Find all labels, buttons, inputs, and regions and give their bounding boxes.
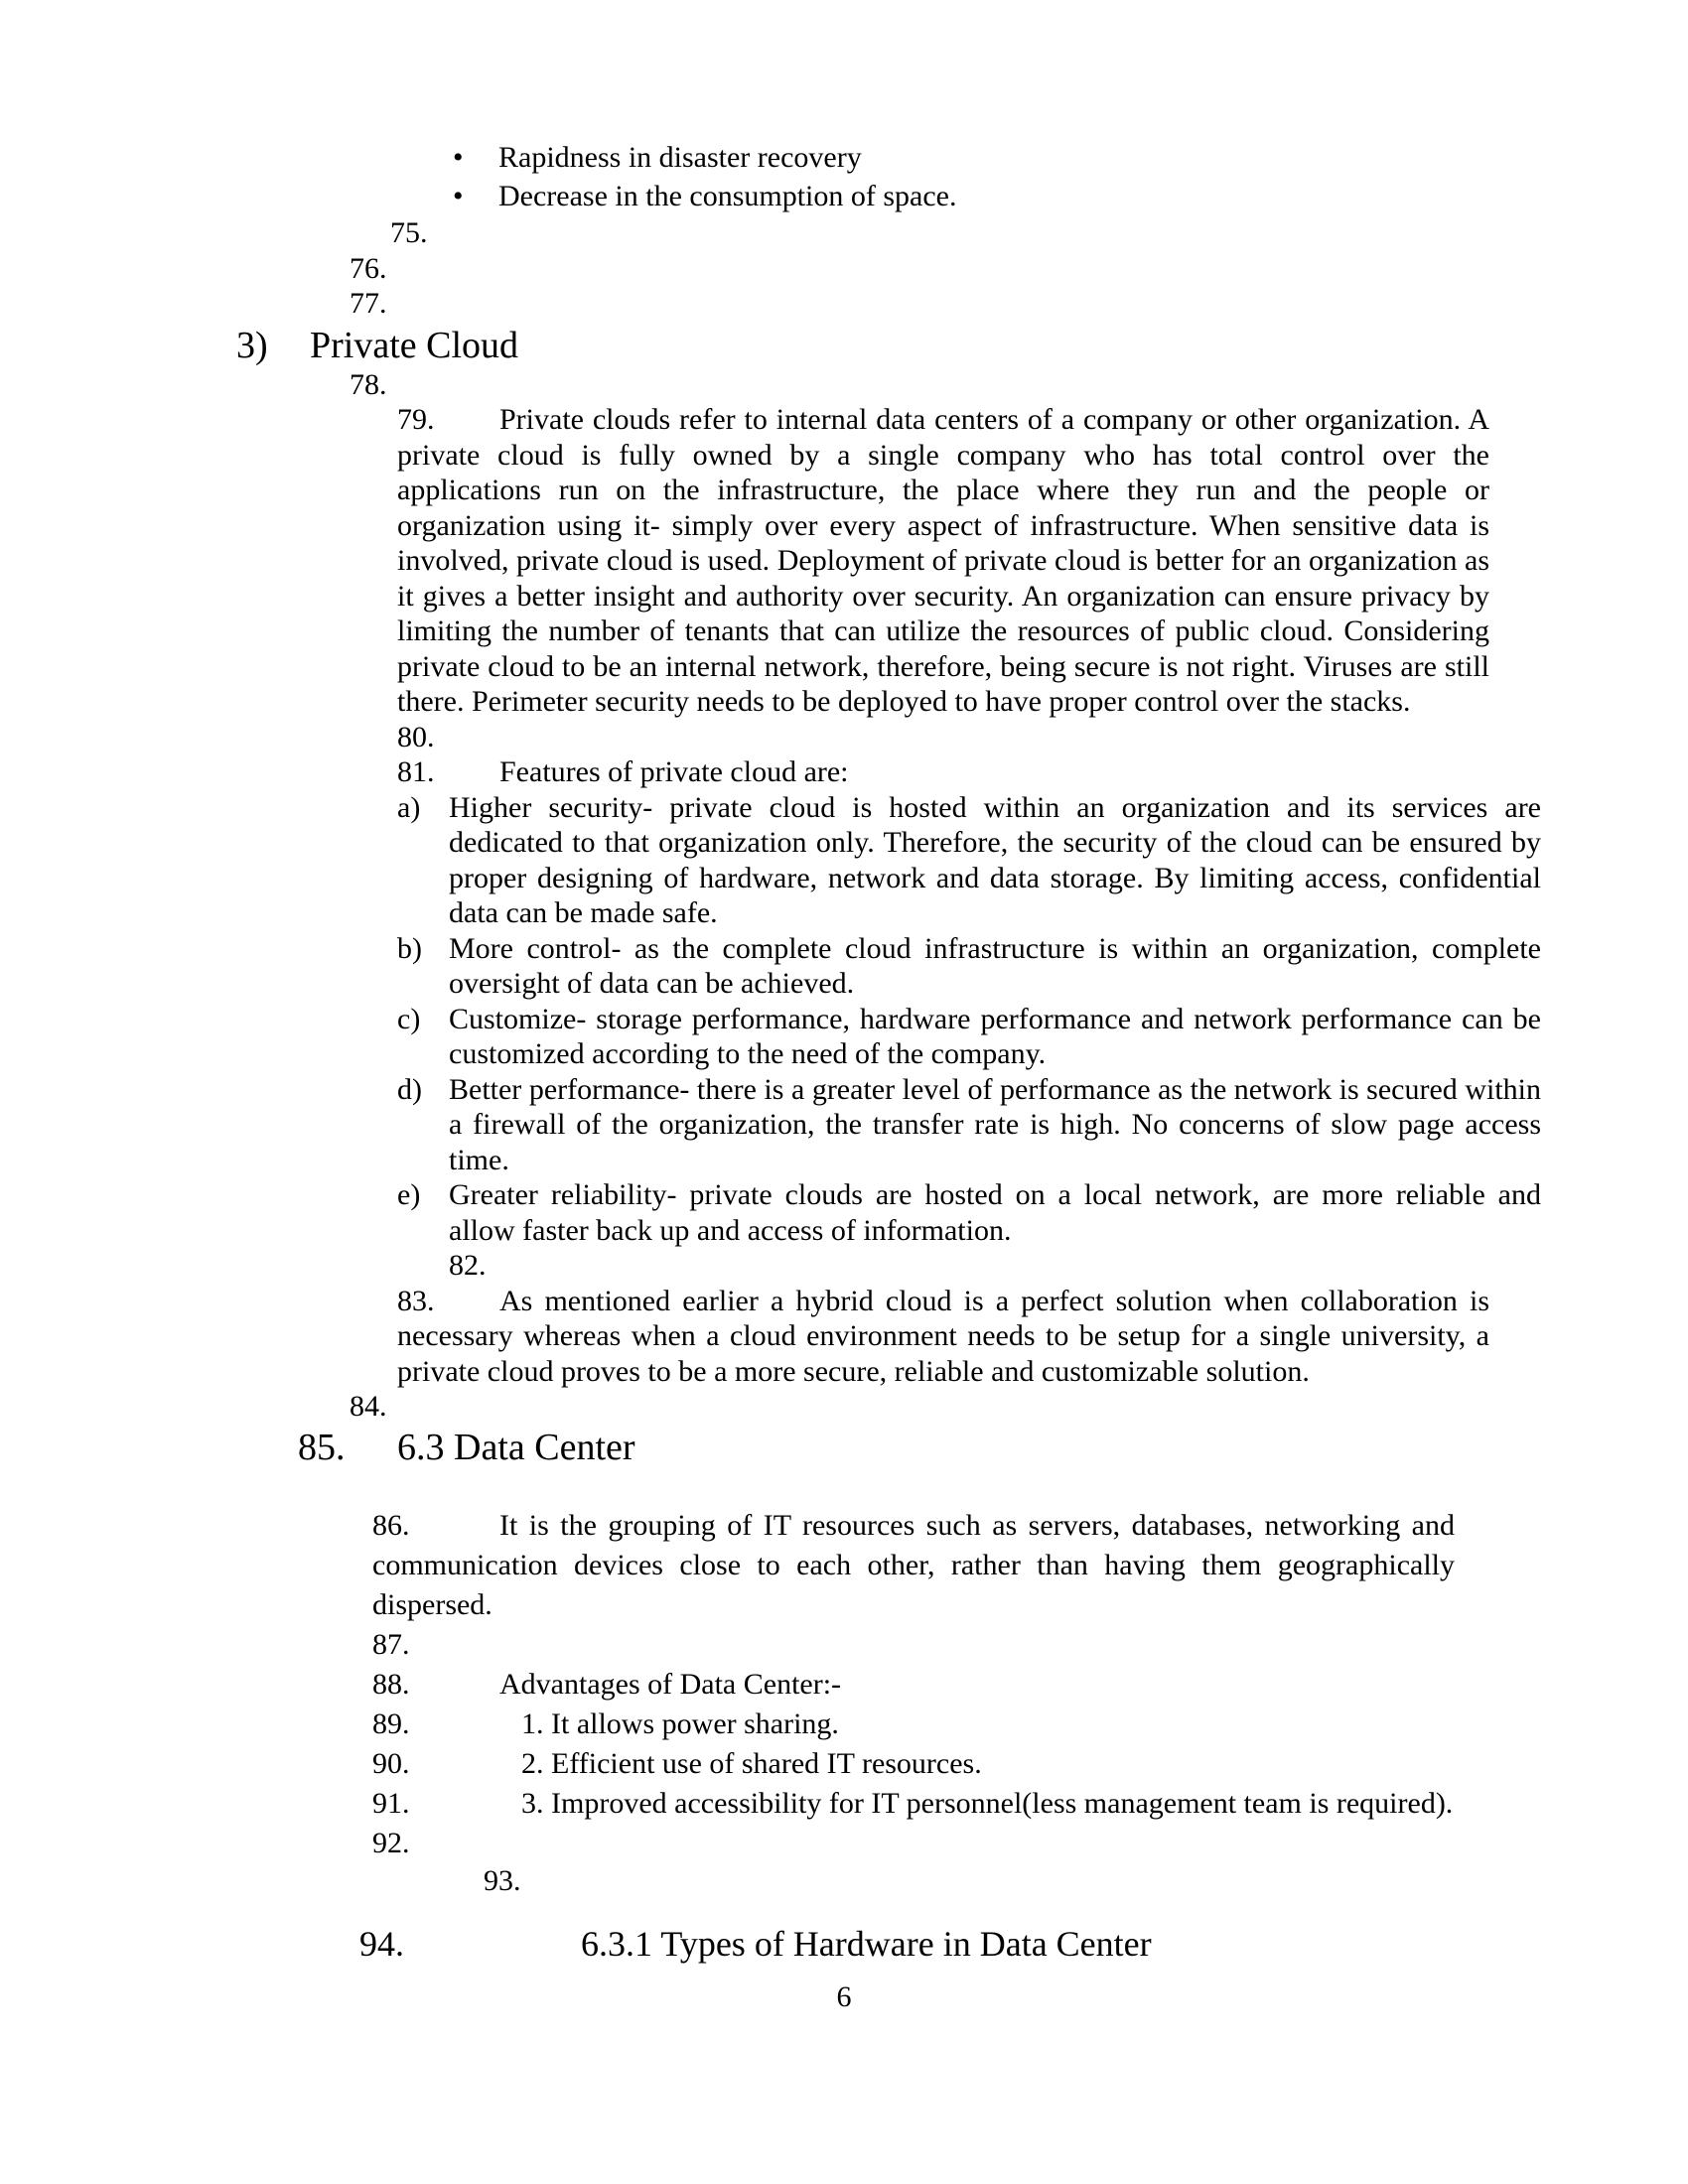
list-marker: a) <box>397 790 421 824</box>
list-number: 91. <box>372 1786 410 1820</box>
list-number: 79. <box>397 403 435 436</box>
empty-list-number-78: 78. <box>350 367 387 401</box>
feature-item-b <box>397 931 1541 1002</box>
heading-number: 85. <box>298 1426 346 1468</box>
feature-item-d <box>397 1072 1541 1178</box>
list-number: 81. <box>397 755 435 788</box>
bullet-item-text: Decrease in the consumption of space. <box>498 180 957 212</box>
empty-list-number-93: 93. <box>484 1863 521 1897</box>
empty-list-number-84: 84. <box>350 1390 387 1423</box>
feature-text: Customize- storage performance, hardware performance and network performance can be customized according to the need of the company. <box>449 1002 1541 1070</box>
feature-item-c <box>397 1002 1541 1072</box>
bullet-list-item <box>453 177 1688 215</box>
advantage-item-3 <box>372 1784 1688 1824</box>
list-marker: c) <box>397 1002 421 1035</box>
bullet-list-item <box>453 138 1688 177</box>
paragraph-88 <box>372 1665 1688 1705</box>
heading-title: 6.3 Data Center <box>397 1426 635 1468</box>
list-marker: e) <box>397 1178 421 1211</box>
empty-list-number-75: 75. <box>390 216 428 249</box>
paragraph-81 <box>397 754 1489 790</box>
bullet-item-text: Rapidness in disaster recovery <box>498 141 862 174</box>
bullet-icon: • <box>453 180 464 212</box>
heading-number: 94. <box>359 1924 404 1964</box>
empty-list-number-76: 76. <box>350 251 387 285</box>
list-marker: b) <box>397 931 422 965</box>
section-heading-private-cloud <box>236 324 1688 367</box>
advantage-text: 2. Efficient use of shared IT resources. <box>521 1746 982 1780</box>
paragraph-text: Advantages of Data Center:- <box>499 1667 842 1701</box>
paragraph-79 <box>397 402 1489 720</box>
advantage-item-2 <box>372 1744 1688 1784</box>
list-number: 90. <box>372 1746 410 1780</box>
feature-item-a <box>397 790 1541 931</box>
paragraph-83 <box>397 1284 1489 1390</box>
empty-list-number-80: 80. <box>397 720 435 753</box>
paragraph-text: It is the grouping of IT resources such as servers, databases, networking and communication devices close to each other, rather than having them geographically dispersed. <box>372 1508 1455 1621</box>
feature-item-e <box>397 1177 1541 1248</box>
feature-text: Better performance- there is a greater level of performance as the network is secured within a firewall of the organization, the transfer rate is high. No concerns of slow page access time. <box>449 1072 1541 1176</box>
paragraph-text: Private clouds refer to internal data centers of a company or other organization. A private cloud is fully owned by a single company who has total control over the applications run on the infrastructure, the place where they run and the people or organization using it- simply over every aspect of infrastructure. When sensitive data is involved, private cloud is used. Deployment of private cloud is better for an organization as it gives a better insight and authority over security. An organization can ensure privacy by limiting the number of tenants that can utilize the resources of public cloud. Considering private cloud to be an internal network, therefore, being secure is not right. Viruses are still there. Perimeter security needs to be deployed to have proper control over the stacks. <box>397 403 1489 718</box>
feature-text: More control- as the complete cloud infrastructure is within an organization, complete oversight of data can be achieved. <box>449 931 1541 1000</box>
feature-text: Higher security- private cloud is hosted within an organization and its services are dedicated to that organization only. Therefore, the security of the cloud can be ensured by proper designing of hardware, network and data storage. By limiting access, confidential data can be made safe. <box>449 790 1541 929</box>
advantage-text: 1. It allows power sharing. <box>521 1706 839 1740</box>
heading-number: 3) <box>236 324 268 366</box>
paragraph-text: Features of private cloud are: <box>499 755 849 788</box>
paragraph-86 <box>372 1506 1455 1625</box>
list-number: 89. <box>372 1706 410 1740</box>
list-marker: d) <box>397 1072 422 1106</box>
subsection-heading-types-of-hardware <box>359 1922 1688 1966</box>
page-number: 6 <box>836 1980 852 2013</box>
list-number: 88. <box>372 1667 410 1701</box>
heading-title: Private Cloud <box>310 324 519 366</box>
advantage-item-1 <box>372 1705 1688 1744</box>
empty-list-number-87: 87. <box>372 1627 410 1661</box>
list-number: 86. <box>372 1508 410 1542</box>
paragraph-text: As mentioned earlier a hybrid cloud is a perfect solution when collaboration is necessary whereas when a cloud environment needs to be setup for a single university, a private cloud proves to be a more secure, reliable and customizable solution. <box>397 1284 1489 1388</box>
advantage-text: 3. Improved accessibility for IT personnel(less management team is required). <box>521 1786 1454 1820</box>
empty-list-number-82: 82. <box>449 1249 487 1282</box>
empty-list-number-92: 92. <box>372 1826 410 1859</box>
list-number: 83. <box>397 1284 435 1317</box>
feature-text: Greater reliability- private clouds are hosted on a local network, are more reliable and allow faster back up and access of information. <box>449 1178 1541 1247</box>
heading-title: 6.3.1 Types of Hardware in Data Center <box>581 1924 1152 1964</box>
bullet-icon: • <box>453 141 464 174</box>
empty-list-number-77: 77. <box>350 287 387 320</box>
section-heading-data-center <box>298 1425 1688 1470</box>
